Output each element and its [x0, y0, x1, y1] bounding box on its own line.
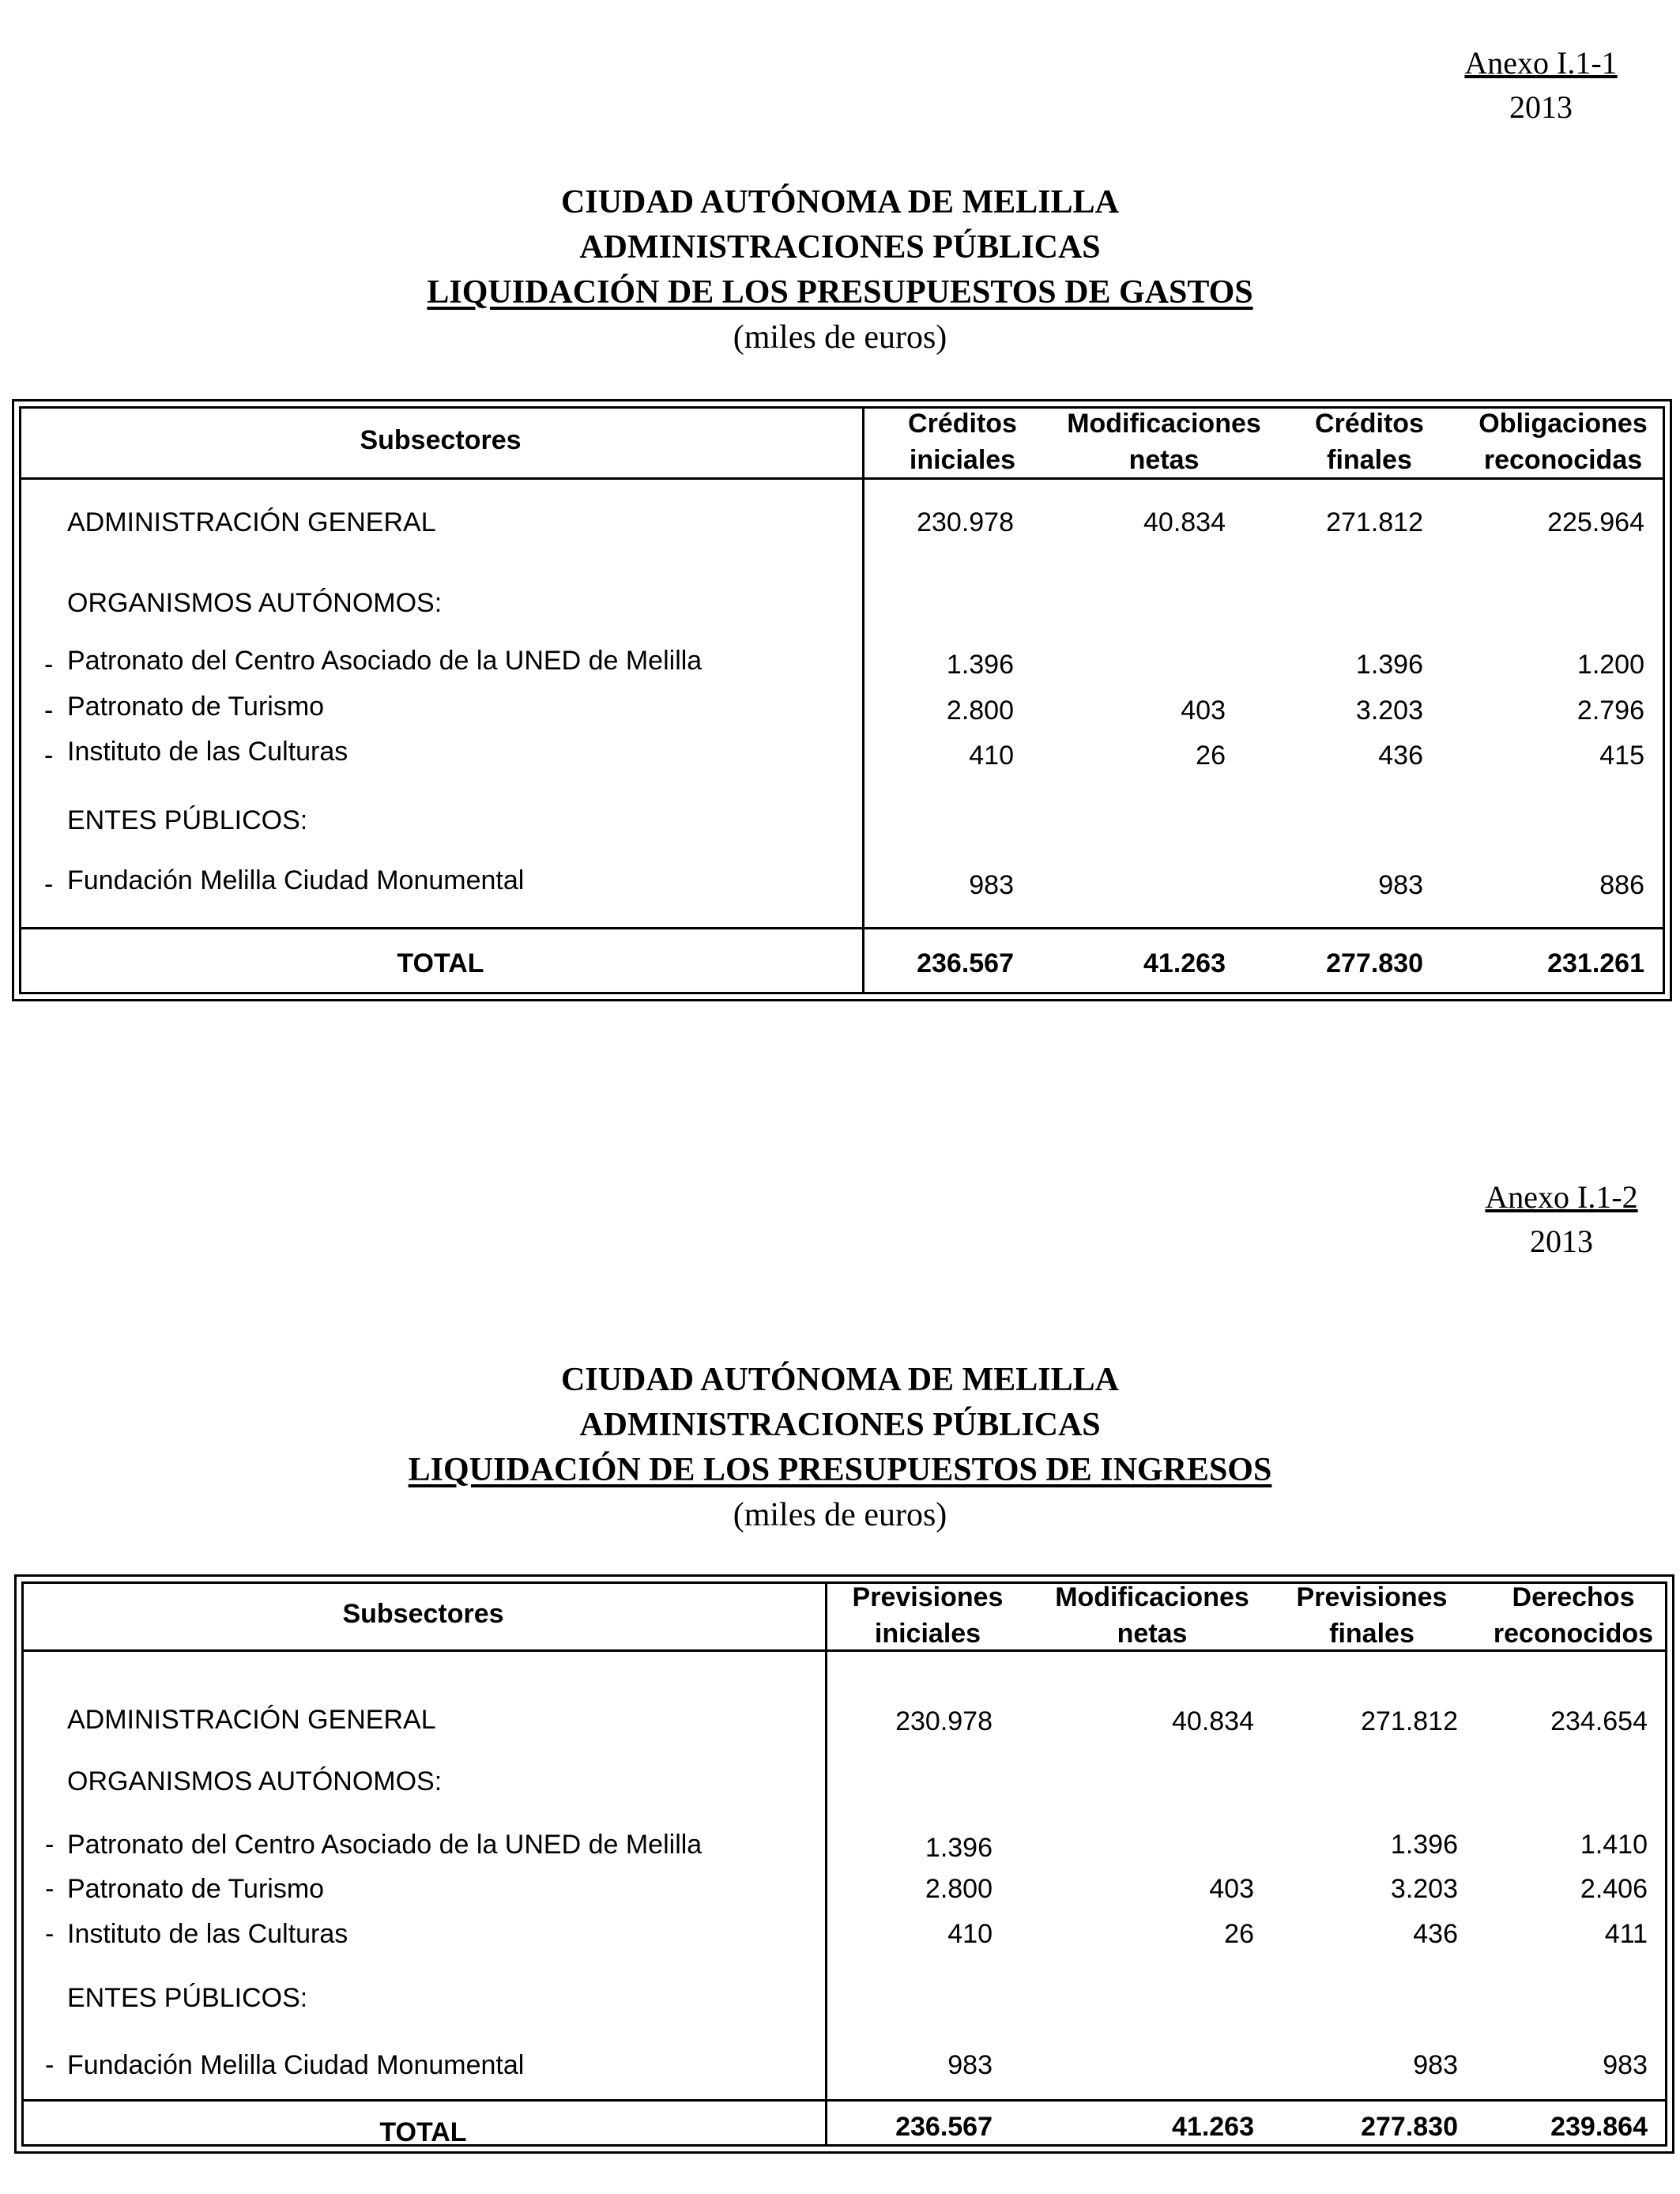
value-previsiones-iniciales: 983 — [947, 2050, 993, 2080]
value-previsiones-finales: 3.203 — [1390, 1874, 1458, 1904]
header-line: reconocidas — [1483, 445, 1643, 475]
section-organismos: ORGANISMOS AUTÓNOMOS: — [67, 588, 443, 618]
header-line: netas — [1117, 1619, 1188, 1649]
row-label: Patronato de Turismo — [67, 692, 325, 722]
header-modificaciones-netas — [1038, 1579, 1267, 1652]
total-derechos: 239.864 — [1550, 2112, 1648, 2142]
annex-year: 2013 — [1530, 1223, 1593, 1259]
row-dash: - — [45, 1919, 55, 1949]
header-line: iniciales — [874, 1619, 981, 1649]
header-line: Derechos — [1512, 1582, 1635, 1612]
header-line: Previsiones — [852, 1582, 1004, 1612]
value-creditos-iniciales: 230.978 — [917, 507, 1014, 537]
header-line: iniciales — [909, 445, 1016, 475]
value-creditos-iniciales: 410 — [969, 741, 1014, 771]
value-obligaciones: 1.200 — [1576, 650, 1644, 680]
value-previsiones-iniciales: 230.978 — [895, 1706, 993, 1736]
header-previsiones-finales — [1273, 1579, 1471, 1652]
row-label: Patronato del Centro Asociado de la UNED de Melilla — [67, 1830, 703, 1860]
header-derechos-reconocidos — [1475, 1579, 1672, 1652]
header-line: reconocidos — [1493, 1619, 1654, 1649]
value-creditos-finales: 983 — [1378, 870, 1423, 900]
annex-year: 2013 — [1509, 89, 1573, 125]
row-label: ADMINISTRACIÓN GENERAL — [67, 507, 436, 537]
total-modificaciones: 41.263 — [1172, 2112, 1254, 2142]
gastos-heading — [0, 180, 1680, 360]
value-modificaciones: 403 — [1209, 1874, 1254, 1904]
value-modificaciones: 26 — [1196, 741, 1226, 771]
value-obligaciones: 2.796 — [1576, 696, 1644, 726]
header-previsiones-iniciales — [829, 1579, 1026, 1652]
total-label: TOTAL — [397, 948, 484, 978]
value-previsiones-finales: 983 — [1413, 2050, 1458, 2080]
value-previsiones-finales: 1.396 — [1390, 1830, 1458, 1860]
total-divider — [19, 927, 1665, 929]
annex-label-2 — [1467, 1175, 1656, 1264]
row-label: Patronato de Turismo — [67, 1874, 325, 1904]
row-label: Fundación Melilla Ciudad Monumental — [67, 865, 525, 895]
value-creditos-finales: 271.812 — [1326, 507, 1423, 537]
header-line: Modificaciones — [1055, 1582, 1249, 1612]
annex-ref: Anexo I.1-2 — [1485, 1179, 1638, 1215]
header-line: Previsiones — [1296, 1582, 1448, 1612]
heading-line-1: CIUDAD AUTÓNOMA DE MELILLA — [561, 184, 1119, 221]
header-line: finales — [1329, 1619, 1414, 1649]
ingresos-heading — [0, 1358, 1680, 1538]
row-dash: - — [45, 2050, 55, 2080]
heading-line-1: CIUDAD AUTÓNOMA DE MELILLA — [561, 1362, 1119, 1398]
header-line: Créditos — [1315, 409, 1424, 439]
value-previsiones-iniciales: 410 — [947, 1919, 993, 1949]
row-label: ADMINISTRACIÓN GENERAL — [67, 1705, 436, 1735]
header-creditos-iniciales — [868, 405, 1057, 478]
total-label: TOTAL — [379, 2117, 467, 2147]
annex-ref: Anexo I.1-1 — [1464, 45, 1618, 81]
total-previsiones-finales: 277.830 — [1361, 2112, 1458, 2142]
value-modificaciones: 40.834 — [1172, 1706, 1254, 1736]
value-previsiones-finales: 436 — [1413, 1919, 1458, 1949]
row-dash: - — [45, 1874, 55, 1904]
row-dash: - — [45, 1830, 55, 1860]
row-dash: - — [44, 650, 54, 680]
value-obligaciones: 415 — [1599, 741, 1644, 771]
header-line: finales — [1327, 445, 1412, 475]
total-previsiones-iniciales: 236.567 — [895, 2112, 993, 2142]
value-derechos: 2.406 — [1580, 1874, 1648, 1904]
column-divider — [862, 406, 864, 994]
value-obligaciones: 886 — [1599, 870, 1644, 900]
row-label: Instituto de las Culturas — [67, 1919, 348, 1949]
total-modificaciones: 41.263 — [1143, 948, 1226, 978]
header-subsectores: Subsectores — [342, 1599, 504, 1629]
heading-line-3: LIQUIDACIÓN DE LOS PRESUPUESTOS DE INGRESOS — [408, 1452, 1272, 1488]
header-line: Modificaciones — [1067, 409, 1261, 439]
value-creditos-finales: 1.396 — [1355, 650, 1423, 680]
header-line: netas — [1128, 445, 1200, 475]
section-organismos: ORGANISMOS AUTÓNOMOS: — [67, 1766, 443, 1796]
heading-line-2: ADMINISTRACIONES PÚBLICAS — [579, 229, 1101, 266]
header-creditos-finales — [1275, 405, 1464, 478]
header-line: Créditos — [908, 409, 1017, 439]
value-modificaciones: 40.834 — [1143, 507, 1226, 537]
value-obligaciones: 225.964 — [1547, 507, 1644, 537]
header-obligaciones-reconocidas — [1464, 405, 1662, 478]
ingresos-table — [14, 1574, 1674, 2154]
value-modificaciones: 26 — [1224, 1919, 1254, 1949]
section-entes: ENTES PÚBLICOS: — [67, 805, 308, 835]
total-obligaciones: 231.261 — [1547, 948, 1644, 978]
row-dash: - — [44, 696, 54, 726]
row-dash: - — [44, 869, 54, 899]
value-creditos-finales: 436 — [1378, 741, 1423, 771]
row-label: Instituto de las Culturas — [67, 737, 348, 767]
total-creditos-iniciales: 236.567 — [917, 948, 1014, 978]
row-label: Patronato del Centro Asociado de la UNED de Melilla — [67, 646, 703, 676]
row-dash: - — [44, 741, 54, 771]
heading-line-3: LIQUIDACIÓN DE LOS PRESUPUESTOS DE GASTOS — [427, 274, 1253, 311]
value-creditos-iniciales: 983 — [969, 870, 1014, 900]
total-creditos-finales: 277.830 — [1326, 948, 1423, 978]
value-derechos: 411 — [1604, 1919, 1648, 1949]
header-modificaciones-netas — [1049, 405, 1279, 478]
row-label: Fundación Melilla Ciudad Monumental — [67, 2050, 525, 2080]
value-creditos-iniciales: 2.800 — [946, 696, 1014, 726]
value-previsiones-iniciales: 1.396 — [925, 1833, 993, 1863]
section-entes: ENTES PÚBLICOS: — [67, 1983, 308, 2013]
annex-label-1 — [1446, 41, 1636, 130]
value-creditos-finales: 3.203 — [1355, 696, 1423, 726]
heading-line-2: ADMINISTRACIONES PÚBLICAS — [579, 1407, 1101, 1443]
value-derechos: 983 — [1603, 2050, 1648, 2080]
value-previsiones-iniciales: 2.800 — [925, 1874, 993, 1904]
column-divider — [825, 1581, 827, 2147]
header-subsectores: Subsectores — [360, 425, 522, 455]
header-line: Obligaciones — [1478, 409, 1648, 439]
value-derechos: 1.410 — [1580, 1830, 1648, 1860]
total-divider — [21, 2099, 1667, 2102]
value-modificaciones: 403 — [1181, 696, 1226, 726]
units-caption: (miles de euros) — [733, 319, 947, 356]
gastos-table — [12, 399, 1672, 1001]
value-creditos-iniciales: 1.396 — [946, 650, 1014, 680]
value-previsiones-finales: 271.812 — [1361, 1706, 1458, 1736]
units-caption: (miles de euros) — [733, 1497, 947, 1533]
value-derechos: 234.654 — [1550, 1706, 1648, 1736]
